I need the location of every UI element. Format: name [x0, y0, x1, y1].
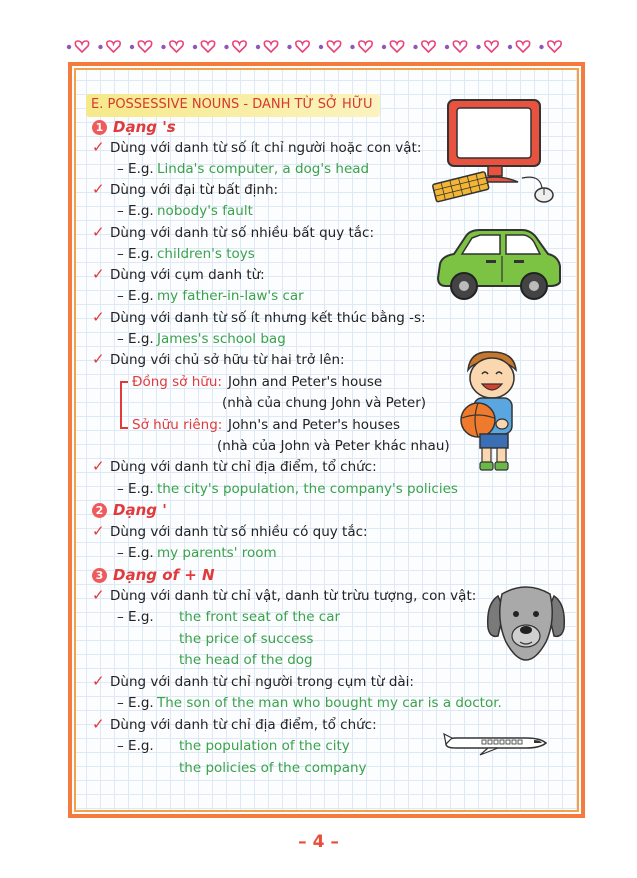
- rule-text: Dùng với danh từ chỉ địa điểm, tổ chức:: [110, 717, 377, 733]
- eg-prefix: – E.g.: [117, 246, 154, 262]
- bracket: [120, 381, 128, 429]
- example-text: James's school bag: [157, 331, 286, 347]
- section-number-1: 1: [92, 120, 107, 135]
- example-text: the head of the dog: [179, 652, 313, 668]
- rule-text: Dùng với danh từ chỉ vật, danh từ trừu tượng, con vật:: [110, 588, 477, 604]
- example-text: my father-in-law's car: [157, 288, 304, 304]
- eg-prefix: – E.g.: [117, 609, 154, 625]
- section-number-2: 2: [92, 503, 107, 518]
- section-number-3: 3: [92, 568, 107, 583]
- eg-prefix: – E.g.: [117, 695, 154, 711]
- check-icon: ✓: [92, 457, 105, 475]
- rule-text: Dùng với danh từ số nhiều bất quy tắc:: [110, 225, 375, 241]
- eg-prefix: – E.g.: [117, 738, 154, 754]
- example-text: children's toys: [157, 246, 255, 262]
- rule-text: Dùng với đại từ bất định:: [110, 182, 279, 198]
- page-number: – 4 –: [298, 832, 339, 852]
- eg-prefix: – E.g.: [117, 545, 154, 561]
- computer-icon: [430, 96, 560, 208]
- check-icon: ✓: [92, 672, 105, 690]
- separate-label: Sở hữu riêng:: [132, 417, 223, 433]
- check-icon: ✓: [92, 522, 105, 540]
- eg-prefix: – E.g.: [117, 288, 154, 304]
- car-icon: [430, 226, 565, 306]
- rule-text: Dùng với cụm danh từ:: [110, 267, 265, 283]
- joint-label: Đồng sở hữu:: [132, 374, 222, 390]
- check-icon: ✓: [92, 586, 105, 604]
- example-text: Linda's computer, a dog's head: [157, 161, 370, 177]
- dog-icon: [484, 580, 568, 666]
- check-icon: ✓: [92, 138, 105, 156]
- rule-text: Dùng với danh từ số ít nhưng kết thúc bằng -s:: [110, 310, 426, 326]
- check-icon: ✓: [92, 715, 105, 733]
- rule-text: Dùng với danh từ chỉ địa điểm, tổ chức:: [110, 459, 377, 475]
- section-heading-2: 2 Dạng ': [92, 501, 167, 519]
- note-text: (nhà của John và Peter khác nhau): [217, 438, 450, 454]
- check-icon: ✓: [92, 265, 105, 283]
- note-text: (nhà của chung John và Peter): [222, 395, 427, 411]
- eg-prefix: – E.g.: [117, 203, 154, 219]
- check-icon: ✓: [92, 350, 105, 368]
- rule-text: Dùng với chủ sở hữu từ hai trở lên:: [110, 352, 345, 368]
- example-text: the price of success: [179, 631, 314, 647]
- section-heading-3: 3 Dạng of + N: [92, 566, 215, 584]
- example-text: The son of the man who bought my car is a doctor.: [157, 695, 502, 711]
- example-text: John and Peter's house: [228, 374, 383, 390]
- eg-prefix: – E.g.: [117, 331, 154, 347]
- eg-prefix: – E.g.: [117, 481, 154, 497]
- example-text: John's and Peter's houses: [228, 417, 400, 433]
- example-text: the front seat of the car: [179, 609, 341, 625]
- section-heading-1: 1 Dạng 's: [92, 118, 176, 136]
- eg-prefix: – E.g.: [117, 161, 154, 177]
- check-icon: ✓: [92, 180, 105, 198]
- example-text: the city's population, the company's policies: [157, 481, 458, 497]
- check-icon: ✓: [92, 223, 105, 241]
- example-text: the policies of the company: [179, 760, 367, 776]
- airplane-icon: [442, 730, 550, 756]
- page-title: E. POSSESSIVE NOUNS - DANH TỪ SỞ HỮU: [86, 94, 380, 117]
- check-icon: ✓: [92, 308, 105, 326]
- example-text: nobody's fault: [157, 203, 253, 219]
- rule-text: Dùng với danh từ số ít chỉ người hoặc con vật:: [110, 140, 422, 156]
- boy-with-ball-icon: [456, 348, 528, 474]
- example-text: the population of the city: [179, 738, 350, 754]
- example-text: my parents' room: [157, 545, 277, 561]
- rule-text: Dùng với danh từ chỉ người trong cụm từ dài:: [110, 674, 414, 690]
- rule-text: Dùng với danh từ số nhiều có quy tắc:: [110, 524, 368, 540]
